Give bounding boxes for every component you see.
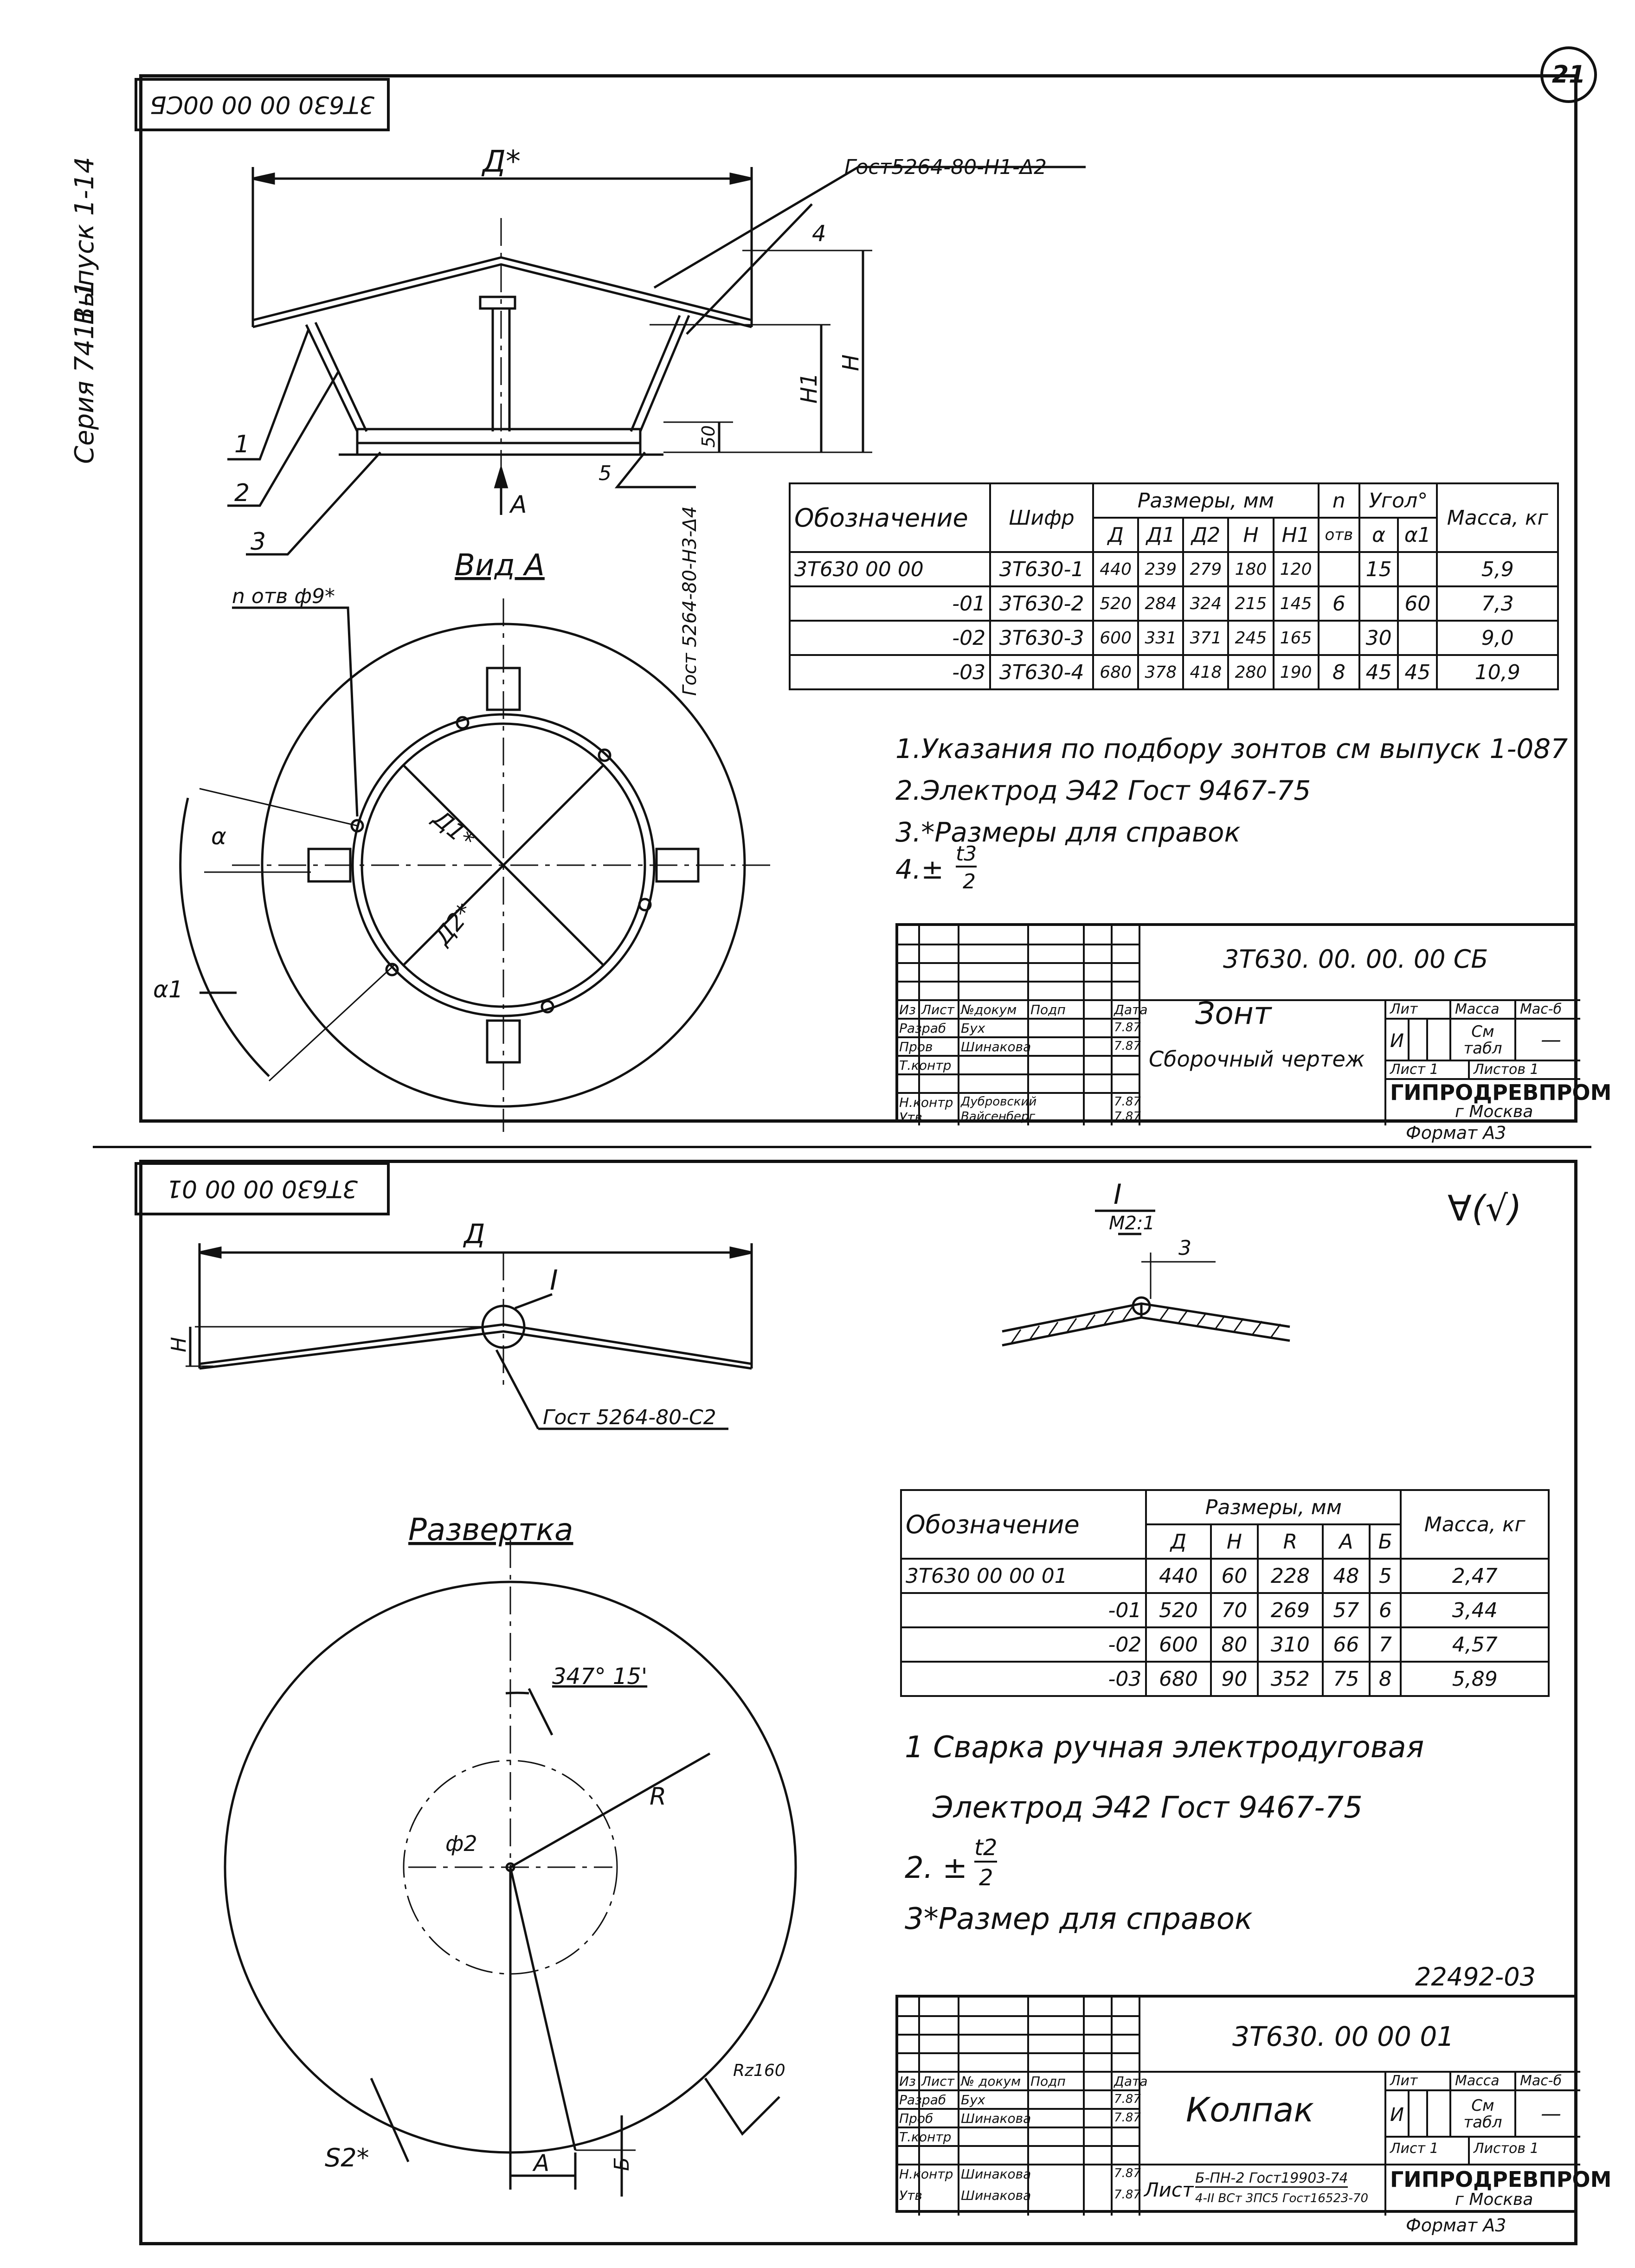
col-n: n: [1319, 483, 1359, 518]
tb1-sheet: Лист 1: [1390, 1061, 1439, 1078]
tb2-lit-val: И: [1390, 2104, 1404, 2126]
dim-a-label: А: [534, 2150, 550, 2177]
tb2-org: ГИПРОДРЕВПРОМ: [1390, 2167, 1612, 2192]
tb1-role-1: Разраб: [899, 1021, 946, 1036]
tb1-date-4: 7.87: [1114, 1095, 1141, 1109]
col-alpha: α: [1359, 518, 1398, 552]
tb2-person-1: Бух: [961, 2092, 985, 2107]
tb1-person-1: Бух: [961, 1021, 985, 1036]
table-row: -02 600 80 310 66 7 4,57: [901, 1627, 1549, 1662]
table-row: -02 3Т630-3 600 331 371 245 165 30 9,0: [790, 621, 1558, 655]
table-row: -01 3Т630-2 520 284 324 215 145 6 60 7,3: [790, 586, 1558, 621]
col-size-d1: Д1: [1138, 518, 1183, 552]
col2-size-b: Б: [1370, 1524, 1401, 1559]
col-cipher: Шифр: [990, 483, 1093, 552]
col-size-d2: Д2: [1183, 518, 1228, 552]
col-size-h1: H1: [1274, 518, 1319, 552]
tb1-subname: Сборочный чертеж: [1149, 1047, 1365, 1072]
sheet2-title-block: [895, 1995, 1612, 2213]
tb2-hdr-doc: № докум: [961, 2074, 1021, 2089]
hole-label: ф2: [445, 1831, 477, 1856]
col-n-sub: отв: [1319, 518, 1359, 552]
tb2-sheets: Листов 1: [1474, 2140, 1539, 2157]
tb1-lit-val: И: [1390, 1030, 1404, 1052]
issue-label: Выпуск 1-14: [70, 157, 100, 325]
roughness-mark: ∀(√): [1448, 1188, 1522, 1229]
tb1-mass: Масса: [1455, 1001, 1500, 1017]
dim-d1-label: Д1*: [428, 804, 480, 854]
col-alpha1: α1: [1398, 518, 1437, 552]
dim-d-label: Д*: [483, 145, 521, 179]
dim-50-label: 50: [698, 425, 719, 448]
tb2-hdr-date: Дата: [1114, 2074, 1148, 2089]
tb1-sheets: Листов 1: [1474, 1061, 1539, 1078]
callout-1: 1: [234, 430, 250, 458]
dim-d2-label: Д2*: [429, 898, 478, 950]
col2-size-d: Д: [1146, 1524, 1210, 1559]
view-a-title: Вид А: [455, 548, 545, 583]
sheet-separator: [93, 1146, 1591, 1148]
radius-label: R: [650, 1783, 667, 1811]
holes-label: n отв ф9*: [232, 585, 335, 608]
detail-mark: I: [550, 1264, 558, 1297]
tb2-code: 3Т630. 00 00 01: [1232, 2021, 1455, 2052]
col-group-sizes: Размеры, мм: [1093, 483, 1319, 518]
dim-h-label: H: [838, 354, 864, 371]
archive-number: 22492-03: [1415, 1962, 1536, 1992]
tb2-hdr-list: Лист: [921, 2074, 954, 2089]
col-group-angle: Угол°: [1359, 483, 1437, 518]
tb1-code: 3Т630. 00. 00. 00 СБ: [1223, 944, 1488, 974]
note2-4: 3*Размер для справок: [905, 1902, 1253, 1936]
tb1-hdr-doc: №докум: [961, 1002, 1017, 1017]
tb2-role-3: Т.контр: [899, 2129, 952, 2145]
tb2-hdr-sign: Подп: [1030, 2074, 1066, 2089]
angle-alpha1-label: α1: [153, 976, 183, 1003]
tb1-lit: Лит: [1390, 1001, 1418, 1017]
tb2-material-top: Б-ПН-2 Гост19903-74: [1195, 2170, 1348, 2188]
tb2-person-5: Шинакова: [961, 2188, 1031, 2203]
tb2-date-2: 7.87: [1114, 2111, 1141, 2125]
series-label: Серия 7411-1: [70, 280, 100, 464]
page-number: 21: [1540, 46, 1597, 103]
tb2-role-4: Н.контр: [899, 2166, 953, 2182]
tb1-scale: Мас-б: [1520, 1001, 1562, 1017]
note-2: 2.Электрод Э42 Гост 9467-75: [895, 775, 1311, 806]
dim-b-label: Б: [610, 2157, 634, 2171]
callout-2: 2: [234, 479, 250, 507]
note2-1: 1 Сварка ручная электродуговая: [905, 1730, 1424, 1765]
stamp-code-sheet2: 3Т630 00 00 01: [135, 1162, 390, 1215]
detail-dim: 3: [1178, 1236, 1191, 1260]
tb1-role-5: Утв: [899, 1110, 922, 1125]
tb1-hdr-izm: Из: [899, 1002, 916, 1017]
note-1: 1.Указания по подбору зонтов см выпуск 1-087: [895, 733, 1568, 765]
table-row: 3Т630 00 00 3Т630-1 440 239 279 180 120 15 5,9: [790, 552, 1558, 586]
col-designation: Обозначение: [790, 483, 990, 552]
sheet1-format: Формат А3: [1406, 1123, 1506, 1143]
detail-title: I: [1114, 1178, 1122, 1211]
tb2-mass-val: См табл: [1463, 2096, 1502, 2132]
roughness-2-label: Rz160: [733, 2061, 785, 2080]
dim-d-label-2: Д: [464, 1218, 485, 1250]
col2-size-h: H: [1211, 1524, 1258, 1559]
table-row: 3Т630 00 00 01 440 60 228 48 5 2,47: [901, 1559, 1549, 1593]
tb1-date-2: 7.87: [1114, 1039, 1141, 1053]
view-mark-a: A: [510, 491, 527, 519]
col2-size-r: R: [1258, 1524, 1322, 1559]
weld-bottom-label: Гост 5264-80-Н3-Δ4: [679, 506, 701, 696]
sheet1-title-block: [895, 923, 1612, 1125]
tb1-name: Зонт: [1195, 996, 1272, 1031]
detail-scale: М2:1: [1109, 1213, 1155, 1234]
tb1-role-2: Пров: [899, 1039, 933, 1054]
note2-2: Электрод Э42 Гост 9467-75: [933, 1791, 1363, 1825]
tb2-material-bottom: 4-II ВСт 3ПС5 Гост16523-70: [1195, 2191, 1368, 2205]
col-size-h: H: [1228, 518, 1273, 552]
tb2-date-5: 7.87: [1114, 2188, 1141, 2202]
tb2-scale: Мас-б: [1520, 2073, 1562, 2089]
tb1-person-4: Дубровский: [961, 1095, 1037, 1109]
col-mass: Масса, кг: [1437, 483, 1558, 552]
tb2-person-2: Шинакова: [961, 2111, 1031, 2126]
angle-label: 347° 15': [552, 1664, 648, 1690]
tb1-hdr-list: Лист: [921, 1002, 954, 1017]
tb1-scale-val: —: [1541, 1028, 1561, 1052]
tb1-role-3: Т.контр: [899, 1058, 952, 1073]
angle-alpha-label: α: [211, 823, 226, 850]
unfold-title: Развертка: [408, 1512, 573, 1548]
callout-5: 5: [599, 462, 612, 485]
tb2-date-1: 7.87: [1114, 2092, 1141, 2106]
weld-label-2: Гост 5264-80-С2: [543, 1406, 716, 1429]
tb1-mass-val: См табл: [1463, 1022, 1502, 1058]
table-row: -01 520 70 269 57 6 3,44: [901, 1593, 1549, 1627]
note-3: 3.*Размеры для справок: [895, 816, 1241, 848]
dim-h-label-2: H: [167, 1336, 191, 1352]
sheet2-format: Формат А3: [1406, 2215, 1506, 2236]
tb2-scale-val: —: [1541, 2102, 1561, 2126]
tb2-role-1: Разраб: [899, 2092, 946, 2107]
tb2-role-2: Проб: [899, 2111, 933, 2126]
callout-3: 3: [251, 528, 266, 556]
tb2-hdr-izm: Из: [899, 2074, 916, 2089]
tb2-city: г Москва: [1455, 2190, 1533, 2209]
col-size-d: Д: [1093, 518, 1138, 552]
tb2-person-4: Шинакова: [961, 2166, 1031, 2182]
sheet2-size-table: [900, 1489, 1550, 1697]
tb2-mass: Масса: [1455, 2073, 1500, 2089]
dim-h1-label: H1: [796, 373, 822, 404]
tb1-hdr-sign: Подп: [1030, 1002, 1066, 1017]
dim-s2-label: S2*: [325, 2143, 369, 2172]
col-mass-2: Масса, кг: [1401, 1490, 1549, 1559]
tb1-hdr-date: Дата: [1114, 1002, 1148, 1017]
tb1-org: ГИПРОДРЕВПРОМ: [1390, 1080, 1612, 1105]
tb1-person-5: Вайсенберг: [961, 1110, 1036, 1124]
tolerance-den: 2: [963, 870, 976, 893]
tb1-date-5: 7.87: [1114, 1110, 1141, 1124]
tb2-sheet: Лист 1: [1390, 2140, 1439, 2157]
note-4: 4.±: [895, 854, 944, 885]
note2-3: 2. ±: [905, 1851, 968, 1885]
tb2-name: Колпак: [1186, 2090, 1314, 2129]
col2-size-a: А: [1323, 1524, 1370, 1559]
tolerance-num: t3: [956, 842, 977, 867]
tb2-date-4: 7.87: [1114, 2166, 1141, 2180]
sheet1-size-table: [789, 482, 1559, 690]
tb2-role-5: Утв: [899, 2188, 922, 2203]
callout-4: 4: [812, 221, 826, 247]
tb1-date-1: 7.87: [1114, 1021, 1141, 1034]
stamp-code-sheet1: 3Т630 00 00 00СБ: [135, 78, 390, 131]
weld-top-label: Гост5264-80-Н1-Δ2: [844, 155, 1047, 179]
tb1-role-4: Н.контр: [899, 1095, 953, 1110]
tb1-city: г Москва: [1455, 1102, 1533, 1121]
table-row: -03 680 90 352 75 8 5,89: [901, 1662, 1549, 1696]
tolerance2-num: t2: [974, 1835, 997, 1863]
tolerance2-den: 2: [979, 1865, 993, 1891]
tb1-person-2: Шинакова: [961, 1039, 1031, 1054]
tb2-lit: Лит: [1390, 2073, 1418, 2089]
col-designation-2: Обозначение: [901, 1490, 1146, 1559]
table-row: -03 3Т630-4 680 378 418 280 190 8 45 45 10,9: [790, 655, 1558, 689]
col-group-sizes-2: Размеры, мм: [1146, 1490, 1401, 1524]
tb2-material-prefix: Лист: [1144, 2178, 1194, 2201]
